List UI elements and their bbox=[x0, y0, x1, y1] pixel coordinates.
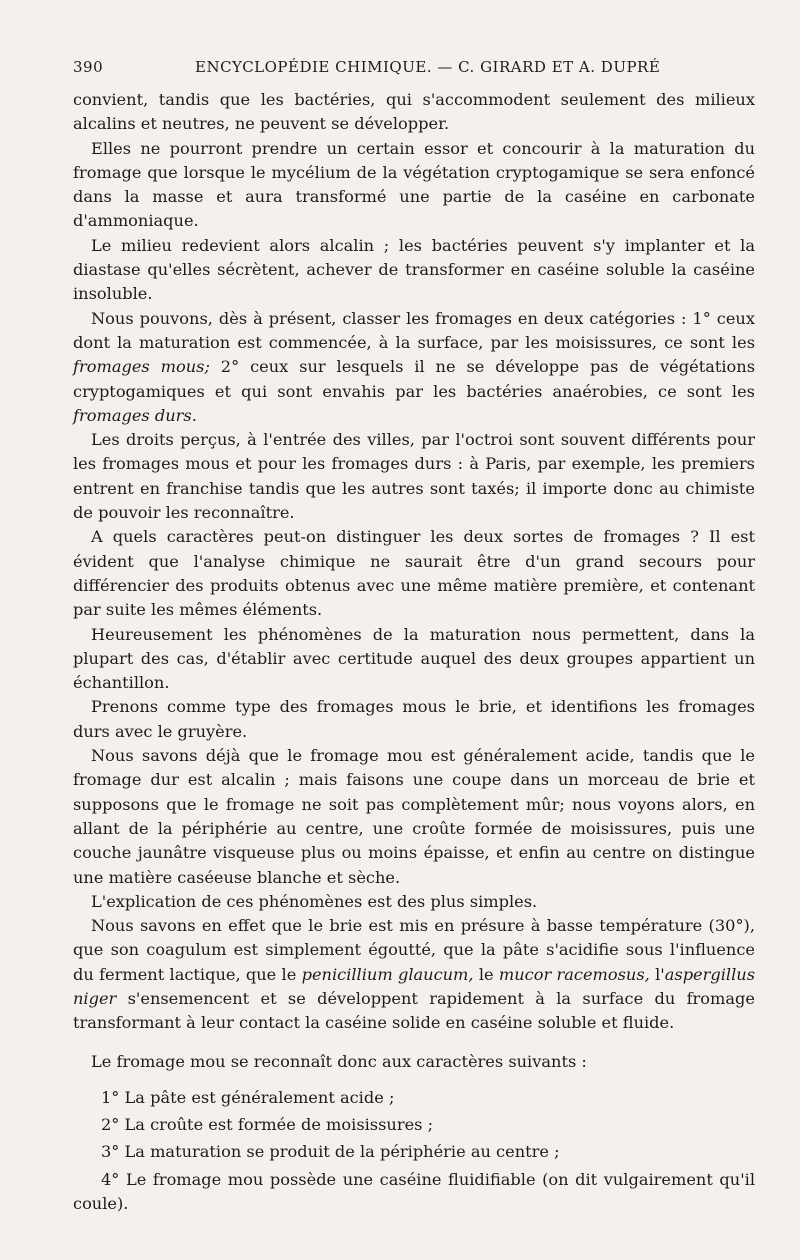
list-item: 1° La pâte est généralement acide ; bbox=[101, 1087, 395, 1107]
paragraph: Nous savons déjà que le fromage mou est généralement acide, tandis que le fromage dur est alcalin ; mais faisons une coupe dans un morceau de brie et supposons que le fromage ne soit pas complètement mûr; nous voyons alors, en allant de la périphérie au centre, une croûte formée de moisissures, puis une couche jaunâtre visqueuse plus ou moins épaisse, et enfin au centre on distingue une matière caséeuse blanche et sèche. bbox=[73, 746, 755, 887]
page-header bbox=[73, 58, 753, 78]
characteristics-list bbox=[73, 1086, 755, 1216]
paragraph: Nous savons en effet que le brie est mis en présure à basse température (30°), que son coagulum est simplement égoutté, que la pâte s'acidifie sous l'influence du ferment lactique, que le penicillium glaucum, le mucor racemosus, l'aspergillus niger s'ensemencent et se développent rapidement à la surface du fromage transformant à leur contact la caséine solide en caséine soluble et fluide. bbox=[73, 916, 755, 1033]
list-item: 2° La croûte est formée de moisissures ; bbox=[101, 1115, 434, 1135]
paragraph: Les droits perçus, à l'entrée des villes, par l'octroi sont souvent différents pour les fromages mous et pour les fromages durs : à Paris, par exemple, les premiers entrent en franchise tandis que les autres sont taxés; il importe donc au chimiste de pouvoir les reconnaître. bbox=[73, 430, 755, 523]
paragraph: Le milieu redevient alors alcalin ; les bactéries peuvent s'y implanter et la diastase qu'elles sécrètent, achever de transformer en caséine soluble la caséine insoluble. bbox=[73, 235, 755, 304]
page-number: 390 bbox=[73, 58, 104, 76]
paragraph: Prenons comme type des fromages mous le brie, et identifions les fromages durs avec le gruyère. bbox=[73, 697, 755, 741]
list-item: 4° Le fromage mou possède une caséine fluidifiable (on dit vulgairement qu'il coule). bbox=[73, 1169, 755, 1214]
paragraph: convient, tandis que les bactéries, qui s'accommodent seulement des milieux alcalins et neutres, ne peuvent se développer. bbox=[73, 90, 755, 134]
paragraph: Nous pouvons, dès à présent, classer les fromages en deux catégories : 1° ceux dont la maturation est commencée, à la surface, par les moisissures, ce sont les fromages mous; 2° ceux sur lesquels il ne se développe pas de végétations cryptogamiques et qui sont envahis par les bactéries anaérobies, ce sont les fromages durs. bbox=[73, 308, 756, 425]
summary-intro: Le fromage mou se reconnaît donc aux caractères suivants : bbox=[91, 1051, 587, 1071]
paragraph: Heureusement les phénomènes de la maturation nous permettent, dans la plupart des cas, d'établir avec certitude auquel des deux groupes appartient un échantillon. bbox=[73, 624, 755, 693]
list-item: 3° La maturation se produit de la périphérie au centre ; bbox=[101, 1142, 560, 1162]
paragraph: A quels caractères peut-on distinguer les deux sortes de fromages ? Il est évident que l'analyse chimique ne saurait être d'un grand secours pour différencier des produits obtenus avec une même matière première, et contenant par suite les mêmes éléments. bbox=[73, 527, 755, 620]
paragraph: L'explication de ces phénomènes est des plus simples. bbox=[91, 891, 538, 911]
running-title: ENCYCLOPÉDIE CHIMIQUE. — C. GIRARD ET A. DUPRÉ bbox=[195, 58, 661, 76]
paragraph: Elles ne pourront prendre un certain essor et concourir à la maturation du fromage que lorsque le mycélium de la végétation cryptogamique se sera enfoncé dans la masse et aura transformé une partie de la caséine en carbonate d'ammoniaque. bbox=[73, 138, 755, 231]
body-text bbox=[73, 88, 755, 1219]
